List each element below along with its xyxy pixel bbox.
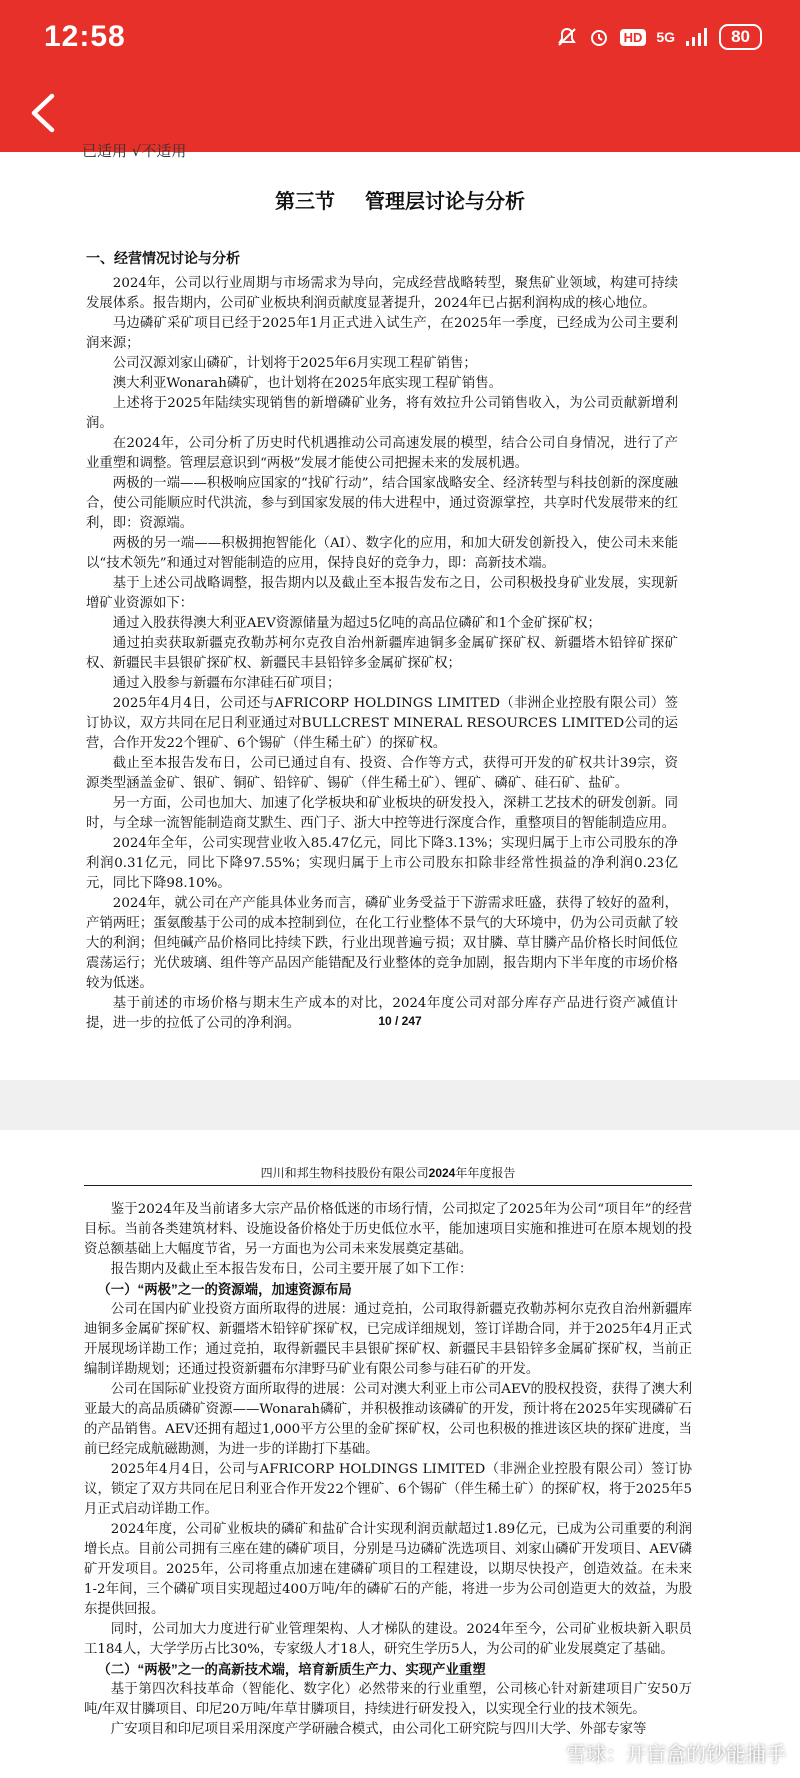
paragraph: 澳大利亚Wonarah磷矿，也计划将在2025年底实现工程矿销售。 [112, 376, 502, 391]
section-heading: 一、经营情况讨论与分析 [86, 250, 240, 266]
snowball-logo-icon [534, 1740, 560, 1766]
section-number: 第三节 [275, 191, 335, 213]
paragraph: 报告期内及截止至本报告发布日，公司主要开展了如下工作： [110, 1262, 473, 1277]
status-bar [0, 0, 800, 74]
cut-off-text: 已适用 √不适用 [82, 142, 187, 160]
document-page-11 [0, 1130, 800, 1778]
back-arrow-icon[interactable] [22, 88, 66, 138]
page-separator [0, 1080, 800, 1130]
paragraph: 公司汉源刘家山磷矿，计划将于2025年6月实现工程矿销售； [112, 356, 477, 371]
paragraph: 两极的一端——积极响应国家的“找矿行动”，结合国家战略安全、经济转型与科技创新的深度融合，使公司能顺应时代洪流，参与到国家发展的伟大进程中，通过资源掌控，共享时代发展带来的红利，即：资源端。 [86, 476, 678, 531]
paragraph: 基于第四次科技革命（智能化、数字化）必然带来的行业重塑，公司核心针对新建项目广安50万吨/年双甘膦项目、印尼20万吨/年草甘膦项目，持续进行研发投入，以实现全行业的技术领先。 [84, 1682, 692, 1717]
paragraph: 2025年4月4日，公司与AFRICORP HOLDINGS LIMITED（非洲企业控股有限公司）签订协议，锁定了双方共同在尼日利亚合作开发22个锂矿、6个锡矿（伴生稀土矿）的探矿权，将于2025年5月正式启动详勘工作。 [84, 1462, 692, 1517]
paragraph: 2024年度，公司矿业板块的磷矿和盐矿合计实现利润贡献超过1.89亿元，已成为公司重要的利润增长点。目前公司拥有三座在建的磷矿项目，分别是马边磷矿洗选项目、刘家山磷矿开发项目、AEV磷矿开发项目。2025年，公司将重点加速在建磷矿项目的工程建设，以期尽快投产，创造效益。在未来1-2年间，三个磷矿项目实现超过400万吨/年的磷矿石的产能，将进一步为公司创造更大的效益，为股东提供回报。 [84, 1522, 692, 1617]
page-number: 10 / 247 [378, 1014, 422, 1028]
document-page-10 [0, 142, 800, 1080]
paragraph: 2024年，公司以行业周期与市场需求为导向，完成经营战略转型，聚焦矿业领域，构建可持续发展体系。报告期内，公司矿业板块利润贡献度显著提升，2024年已占据利润构成的核心地位。 [86, 276, 678, 311]
paragraph: 在2024年，公司分析了历史时代机遇推动公司高速发展的模型，结合公司自身情况，进行了产业重塑和调整。管理层意识到“两极”发展才能使公司把握未来的发展机遇。 [86, 436, 678, 471]
document-body [84, 1200, 692, 1740]
paragraph: 广安项目和印尼项目采用深度产学研融合模式，由公司化工研究院与四川大学、外部专家等 [110, 1722, 647, 1737]
paragraph: 截止至本报告发布日，公司已通过自有、投资、合作等方式，获得可开发的矿权共计39宗，资源类型涵盖金矿、银矿、铜矿、铅锌矿、锡矿（伴生稀土矿）、锂矿、磷矿、硅石矿、盐矿。 [86, 756, 678, 791]
section-name: 管理层讨论与分析 [365, 191, 525, 213]
paragraph: 鉴于2024年及当前诸多大宗产品价格低迷的市场行情，公司拟定了2025年为公司“项目年”的经营目标。当前各类建筑材料、设施设备价格处于历史低位水平，能加速项目实施和推进可在原本规划的投资总额基础上大幅度节省，另一方面也为公司未来发展奠定基础。 [84, 1202, 692, 1257]
mute-icon [556, 26, 578, 48]
report-year: 2024 [428, 1166, 456, 1180]
paragraph: 2024年全年，公司实现营业收入85.47亿元，同比下降3.13%；实现归属于上市公司股东的净利润0.31亿元，同比下降97.55%；实现归属于上市公司股东扣除非经常性损益的净利润0.23亿元，同比下降98.10%。 [86, 836, 678, 891]
status-time: 12:58 [44, 20, 126, 53]
paragraph: 2024年，就公司在产产能具体业务而言，磷矿业务受益于下游需求旺盛，获得了较好的盈利，产销两旺；蛋氨酸基于公司的成本控制到位，在化工行业整体不景气的大环境中，仍为公司贡献了较大的利润；但纯碱产品价格同比持续下跌，行业出现普遍亏损；双甘膦、草甘膦产品价格长时间低位震荡运行；光伏玻璃、组件等产品因产能错配及行业整体的竞争加剧，报告期内下半年度的市场价格较为低迷。 [86, 896, 678, 991]
running-header [84, 1164, 692, 1186]
paragraph: 通过拍卖获取新疆克孜勒苏柯尔克孜自治州新疆库迪铜多金属矿探矿权、新疆塔木铅锌矿探矿权、新疆民丰县银矿探矿权、新疆民丰县铅锌多金属矿探矿权； [86, 636, 678, 671]
hd-badge: HD [620, 29, 647, 46]
paragraph: 通过入股参与新疆布尔津硅石矿项目； [112, 676, 341, 691]
paragraph: 基于前述的市场价格与期末生产成本的对比，2024年度公司对部分库存产品进行资产减值计提，进一步的拉低了公司的净利润。 [86, 996, 678, 1031]
network-label: 5G [656, 29, 676, 45]
paragraph: 2025年4月4日，公司还与AFRICORP HOLDINGS LIMITED（非洲企业控股有限公司）签订协议，双方共同在尼日利亚通过对BULLCREST MINERAL RESOURCES LIMITED公司的运营，合作开发22个锂矿、6个锡矿（伴生稀土矿）的探矿权。 [86, 696, 678, 751]
paragraph: 通过入股获得澳大利亚AEV资源储量为超过5亿吨的高品位磷矿和1个金矿探矿权； [112, 616, 601, 631]
signal-icon [685, 27, 709, 47]
status-icons [556, 24, 762, 50]
alarm-icon [588, 26, 610, 48]
paragraph: 马边磷矿采矿项目已经于2025年1月正式进入试生产，在2025年一季度，已经成为公司主要利润来源； [86, 316, 678, 351]
watermark-text: 雪球：开盲盒的钞能捕手 [566, 1744, 786, 1766]
paragraph: 两极的另一端——积极拥抱智能化（AI）、数字化的应用，和加大研发创新投入，使公司未来能以“技术领先”和通过对智能制造的应用，保持良好的竞争力，即：高新技术端。 [86, 536, 678, 571]
section-title [0, 185, 800, 214]
paragraph: 基于上述公司战略调整，报告期内以及截止至本报告发布之日，公司积极投身矿业发展，实现新增矿业资源如下： [86, 576, 678, 611]
report-type: 年年度报告 [455, 1166, 516, 1180]
subheading: （二）“两极”之一的高新技术端，培育新质生产力、实现产业重塑 [97, 1662, 486, 1677]
battery-indicator: 80 [719, 24, 762, 50]
document-body [86, 274, 678, 1034]
company-name: 四川和邦生物科技股份有限公司 [260, 1166, 429, 1180]
watermark [534, 1738, 786, 1767]
paragraph: 另一方面，公司也加大、加速了化学板块和矿业板块的研发投入，深耕工艺技术的研发创新。同时，与全球一流智能制造商艾默生、西门子、浙大中控等进行深度合作，重整项目的智能制造应用。 [86, 796, 678, 831]
paragraph: 同时，公司加大力度进行矿业管理架构、人才梯队的建设。2024年至今，公司矿业板块新入职员工184人，大学学历占比30%，专家级人才18人，研究生学历5人，为公司的矿业发展奠定了基础。 [84, 1622, 692, 1657]
paragraph: 公司在国际矿业投资方面所取得的进展：公司对澳大利亚上市公司AEV的股权投资，获得了澳大利亚最大的高品质磷矿资源——Wonarah磷矿，并积极推动该磷矿的开发，预计将在2025年实现磷矿石的产品销售。AEV还拥有超过1,000平方公里的金矿探矿权，公司也积极的推进该区块的探矿进度，当前已经完成航磁勘测，为进一步的详勘打下基础。 [84, 1382, 692, 1457]
paragraph: 上述将于2025年陆续实现销售的新增磷矿业务，将有效拉升公司销售收入，为公司贡献新增利润。 [86, 396, 678, 431]
subheading: （一）“两极”之一的资源端，加速资源布局 [97, 1282, 352, 1297]
paragraph: 公司在国内矿业投资方面所取得的进展：通过竞拍，公司取得新疆克孜勒苏柯尔克孜自治州新疆库迪铜多金属矿探矿权、新疆塔木铅锌矿探矿权，已完成详细规划，签订详勘合同，并于2025年4月正式开展现场详勘工作；通过竞拍，取得新疆民丰县银矿探矿权、新疆民丰县铅锌多金属矿探矿权，当前正编制详勘规划；还通过投资新疆布尔津野马矿业有限公司参与硅石矿的开发。 [84, 1302, 692, 1377]
